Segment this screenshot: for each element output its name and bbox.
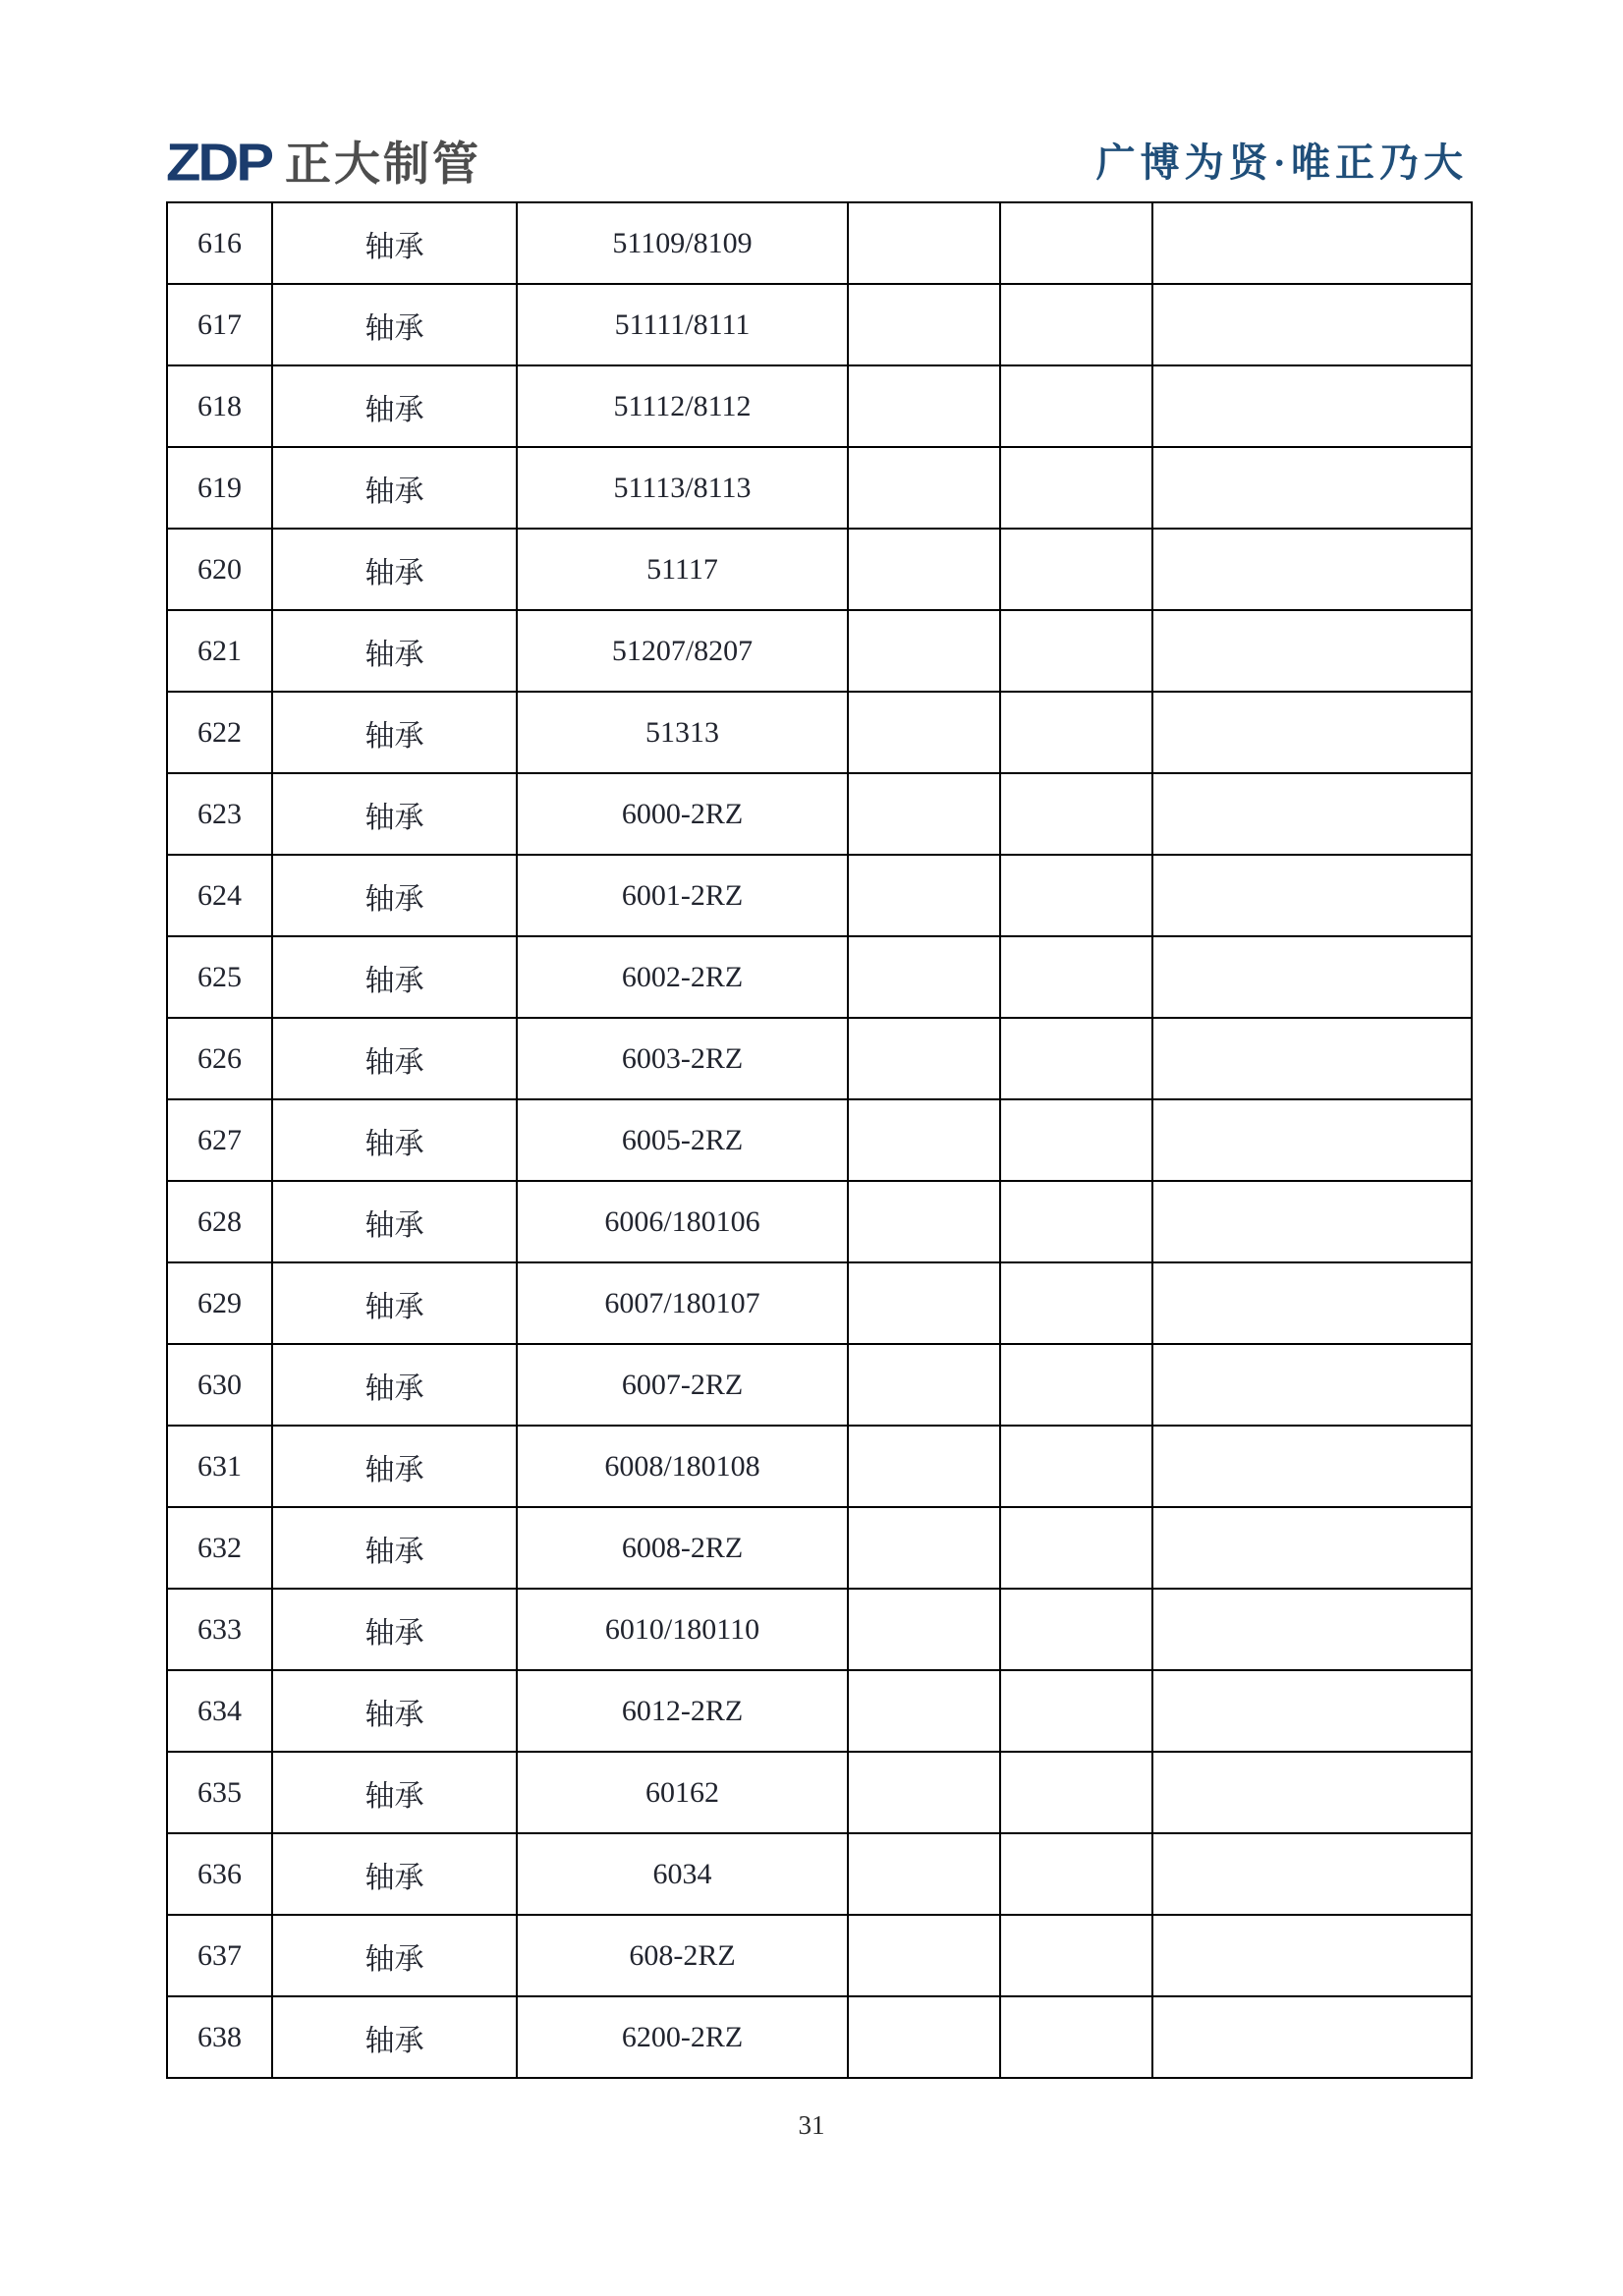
table-row [167, 1426, 1472, 1507]
part-name-cell: 轴承 [272, 1426, 517, 1507]
empty-cell-3 [1152, 1344, 1472, 1426]
table-row [167, 447, 1472, 529]
part-model-cell: 6008-2RZ [517, 1507, 848, 1589]
table-row [167, 1507, 1472, 1589]
empty-cell-3 [1152, 447, 1472, 529]
empty-cell-2 [1000, 1915, 1152, 1996]
table-row [167, 1752, 1472, 1833]
part-name-cell: 轴承 [272, 1181, 517, 1262]
empty-cell-3 [1152, 692, 1472, 773]
empty-cell-1 [848, 692, 1000, 773]
parts-table [166, 201, 1473, 2079]
part-name-cell: 轴承 [272, 855, 517, 936]
row-index-cell: 619 [167, 447, 272, 529]
table-row [167, 610, 1472, 692]
empty-cell-3 [1152, 1507, 1472, 1589]
empty-cell-3 [1152, 202, 1472, 284]
part-name-cell: 轴承 [272, 692, 517, 773]
empty-cell-3 [1152, 773, 1472, 855]
part-name-cell: 轴承 [272, 773, 517, 855]
part-model-cell: 6034 [517, 1833, 848, 1915]
company-logo [166, 135, 481, 192]
empty-cell-2 [1000, 1181, 1152, 1262]
empty-cell-2 [1000, 1996, 1152, 2078]
part-model-cell: 6010/180110 [517, 1589, 848, 1670]
empty-cell-3 [1152, 610, 1472, 692]
table-row [167, 1833, 1472, 1915]
part-name-cell: 轴承 [272, 1099, 517, 1181]
empty-cell-2 [1000, 202, 1152, 284]
part-name-cell: 轴承 [272, 936, 517, 1018]
company-name: 正大制管 [285, 137, 481, 190]
empty-cell-2 [1000, 1426, 1152, 1507]
part-name-cell: 轴承 [272, 1670, 517, 1752]
table-row [167, 1344, 1472, 1426]
table-row [167, 1181, 1472, 1262]
empty-cell-3 [1152, 1426, 1472, 1507]
empty-cell-3 [1152, 529, 1472, 610]
part-model-cell: 60162 [517, 1752, 848, 1833]
part-model-cell: 6008/180108 [517, 1426, 848, 1507]
empty-cell-2 [1000, 365, 1152, 447]
empty-cell-1 [848, 1344, 1000, 1426]
empty-cell-1 [848, 773, 1000, 855]
empty-cell-2 [1000, 773, 1152, 855]
empty-cell-1 [848, 610, 1000, 692]
part-model-cell: 6001-2RZ [517, 855, 848, 936]
table-row [167, 1670, 1472, 1752]
table-row [167, 855, 1472, 936]
part-name-cell: 轴承 [272, 284, 517, 365]
row-index-cell: 625 [167, 936, 272, 1018]
row-index-cell: 622 [167, 692, 272, 773]
table-row [167, 365, 1472, 447]
part-model-cell: 51109/8109 [517, 202, 848, 284]
row-index-cell: 616 [167, 202, 272, 284]
page-header [166, 133, 1468, 193]
row-index-cell: 627 [167, 1099, 272, 1181]
empty-cell-3 [1152, 1915, 1472, 1996]
empty-cell-3 [1152, 365, 1472, 447]
table-row [167, 1996, 1472, 2078]
part-model-cell: 51112/8112 [517, 365, 848, 447]
empty-cell-1 [848, 1181, 1000, 1262]
part-model-cell: 6007/180107 [517, 1262, 848, 1344]
empty-cell-2 [1000, 447, 1152, 529]
part-model-cell: 51111/8111 [517, 284, 848, 365]
row-index-cell: 634 [167, 1670, 272, 1752]
row-index-cell: 637 [167, 1915, 272, 1996]
empty-cell-1 [848, 284, 1000, 365]
empty-cell-1 [848, 1996, 1000, 2078]
empty-cell-1 [848, 1670, 1000, 1752]
empty-cell-3 [1152, 1833, 1472, 1915]
empty-cell-1 [848, 365, 1000, 447]
table-row [167, 1262, 1472, 1344]
empty-cell-2 [1000, 1670, 1152, 1752]
part-name-cell: 轴承 [272, 1344, 517, 1426]
empty-cell-1 [848, 1262, 1000, 1344]
part-name-cell: 轴承 [272, 1996, 517, 2078]
part-name-cell: 轴承 [272, 1752, 517, 1833]
row-index-cell: 626 [167, 1018, 272, 1099]
empty-cell-2 [1000, 1099, 1152, 1181]
row-index-cell: 618 [167, 365, 272, 447]
row-index-cell: 631 [167, 1426, 272, 1507]
empty-cell-3 [1152, 1996, 1472, 2078]
part-model-cell: 51313 [517, 692, 848, 773]
table-row [167, 1099, 1472, 1181]
part-model-cell: 6000-2RZ [517, 773, 848, 855]
part-name-cell: 轴承 [272, 1262, 517, 1344]
row-index-cell: 628 [167, 1181, 272, 1262]
zdp-logo-icon: ZDP [166, 133, 271, 193]
part-name-cell: 轴承 [272, 1915, 517, 1996]
empty-cell-3 [1152, 1670, 1472, 1752]
table-row [167, 1018, 1472, 1099]
part-model-cell: 608-2RZ [517, 1915, 848, 1996]
part-name-cell: 轴承 [272, 1589, 517, 1670]
empty-cell-2 [1000, 1833, 1152, 1915]
empty-cell-1 [848, 529, 1000, 610]
empty-cell-3 [1152, 1752, 1472, 1833]
empty-cell-1 [848, 447, 1000, 529]
empty-cell-2 [1000, 1344, 1152, 1426]
empty-cell-3 [1152, 936, 1472, 1018]
part-name-cell: 轴承 [272, 610, 517, 692]
table-row [167, 936, 1472, 1018]
empty-cell-1 [848, 1833, 1000, 1915]
table-row [167, 529, 1472, 610]
row-index-cell: 623 [167, 773, 272, 855]
empty-cell-2 [1000, 1262, 1152, 1344]
part-model-cell: 6005-2RZ [517, 1099, 848, 1181]
empty-cell-2 [1000, 1589, 1152, 1670]
part-model-cell: 6007-2RZ [517, 1344, 848, 1426]
part-model-cell: 6006/180106 [517, 1181, 848, 1262]
empty-cell-3 [1152, 855, 1472, 936]
empty-cell-1 [848, 1426, 1000, 1507]
part-name-cell: 轴承 [272, 1507, 517, 1589]
row-index-cell: 624 [167, 855, 272, 936]
empty-cell-2 [1000, 1507, 1152, 1589]
table-row [167, 773, 1472, 855]
row-index-cell: 621 [167, 610, 272, 692]
empty-cell-1 [848, 1915, 1000, 1996]
row-index-cell: 636 [167, 1833, 272, 1915]
row-index-cell: 635 [167, 1752, 272, 1833]
table-row [167, 1915, 1472, 1996]
part-model-cell: 51117 [517, 529, 848, 610]
empty-cell-2 [1000, 529, 1152, 610]
table-row [167, 284, 1472, 365]
empty-cell-3 [1152, 1099, 1472, 1181]
row-index-cell: 620 [167, 529, 272, 610]
table-row [167, 202, 1472, 284]
company-slogan: 广博为贤·唯正乃大 [1095, 140, 1468, 185]
empty-cell-3 [1152, 1262, 1472, 1344]
row-index-cell: 629 [167, 1262, 272, 1344]
table-row [167, 1589, 1472, 1670]
part-model-cell: 6200-2RZ [517, 1996, 848, 2078]
row-index-cell: 633 [167, 1589, 272, 1670]
row-index-cell: 630 [167, 1344, 272, 1426]
empty-cell-1 [848, 202, 1000, 284]
empty-cell-3 [1152, 1018, 1472, 1099]
part-model-cell: 6002-2RZ [517, 936, 848, 1018]
row-index-cell: 638 [167, 1996, 272, 2078]
part-name-cell: 轴承 [272, 1833, 517, 1915]
empty-cell-2 [1000, 936, 1152, 1018]
empty-cell-1 [848, 1018, 1000, 1099]
part-model-cell: 6003-2RZ [517, 1018, 848, 1099]
part-name-cell: 轴承 [272, 202, 517, 284]
table-row [167, 692, 1472, 773]
row-index-cell: 617 [167, 284, 272, 365]
empty-cell-1 [848, 1507, 1000, 1589]
empty-cell-3 [1152, 1181, 1472, 1262]
empty-cell-2 [1000, 692, 1152, 773]
part-name-cell: 轴承 [272, 447, 517, 529]
empty-cell-1 [848, 1752, 1000, 1833]
part-model-cell: 51207/8207 [517, 610, 848, 692]
empty-cell-1 [848, 1589, 1000, 1670]
part-model-cell: 51113/8113 [517, 447, 848, 529]
empty-cell-2 [1000, 610, 1152, 692]
part-name-cell: 轴承 [272, 365, 517, 447]
empty-cell-2 [1000, 855, 1152, 936]
empty-cell-2 [1000, 1752, 1152, 1833]
part-name-cell: 轴承 [272, 1018, 517, 1099]
empty-cell-1 [848, 1099, 1000, 1181]
empty-cell-2 [1000, 1018, 1152, 1099]
empty-cell-3 [1152, 1589, 1472, 1670]
part-model-cell: 6012-2RZ [517, 1670, 848, 1752]
page-number: 31 [798, 2110, 825, 2140]
empty-cell-1 [848, 855, 1000, 936]
empty-cell-2 [1000, 284, 1152, 365]
part-name-cell: 轴承 [272, 529, 517, 610]
row-index-cell: 632 [167, 1507, 272, 1589]
empty-cell-3 [1152, 284, 1472, 365]
empty-cell-1 [848, 936, 1000, 1018]
